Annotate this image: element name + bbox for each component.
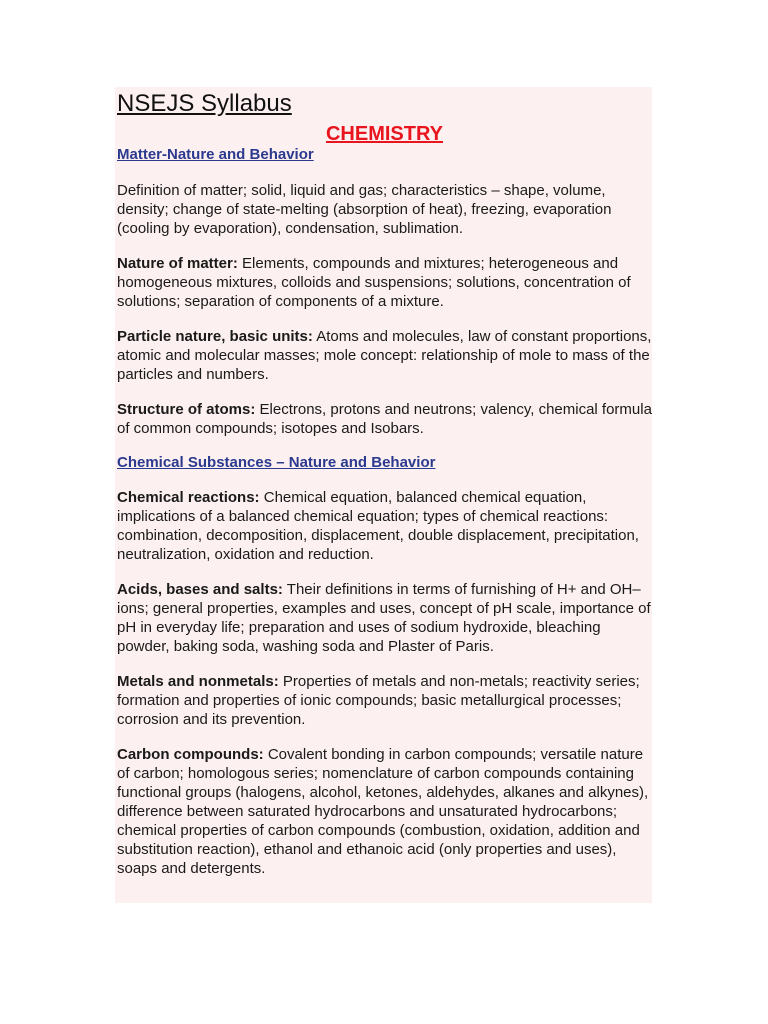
paragraph-metals-nonmetals bbox=[117, 672, 652, 729]
paragraph-structure-of-atoms bbox=[117, 400, 652, 438]
paragraph-text: Elements, compounds and mixtures; heterogeneous and homogeneous mixtures, colloids and suspensions; solutions, concentration of solutions; separation of components of a mixture. bbox=[117, 255, 631, 310]
paragraph-label: Nature of matter: bbox=[117, 255, 238, 272]
paragraph-text: Atoms and molecules, law of constant proportions, atomic and molecular masses; mole concept: relationship of mole to mass of the particles and numbers. bbox=[117, 328, 652, 383]
paragraph-text: Electrons, protons and neutrons; valency, chemical formula of common compounds; isotopes and Isobars. bbox=[117, 401, 652, 437]
paragraph-label: Carbon compounds: bbox=[117, 746, 264, 763]
paragraph-label: Acids, bases and salts: bbox=[117, 581, 283, 598]
paragraph-text: Definition of matter; solid, liquid and gas; characteristics – shape, volume, density; change of state-melting (absorption of heat), freezing, evaporation (cooling by evaporation), condensation, sublimation. bbox=[117, 182, 612, 237]
paragraph-label: Particle nature, basic units: bbox=[117, 328, 313, 345]
section-heading-chemical-substances: Chemical Substances – Nature and Behavior bbox=[117, 454, 436, 471]
paragraph-chemical-reactions bbox=[117, 488, 652, 564]
paragraph-definition-of-matter bbox=[117, 181, 652, 238]
paragraph-text: Properties of metals and non-metals; reactivity series; formation and properties of ionic compounds; basic metallurgical processes; corrosion and its prevention. bbox=[117, 673, 640, 728]
section-heading-matter: Matter-Nature and Behavior bbox=[117, 146, 314, 163]
paragraph-text: Covalent bonding in carbon compounds; versatile nature of carbon; homologous series; nomenclature of carbon compounds containing functional groups (halogens, alcohol, ketones, aldehydes, alkanes and alkynes), difference between saturated hydrocarbons and unsaturated hydrocarbons; chemical properties of carbon compounds (combustion, oxidation, addition and substitution reaction), ethanol and ethanoic acid (only properties and uses), soaps and detergents. bbox=[117, 746, 649, 877]
paragraph-label: Structure of atoms: bbox=[117, 401, 256, 418]
paragraph-carbon-compounds bbox=[117, 745, 652, 878]
paragraph-label: Metals and nonmetals: bbox=[117, 673, 279, 690]
document-content bbox=[117, 87, 652, 878]
paragraph-text: Chemical equation, balanced chemical equation, implications of a balanced chemical equation; types of chemical reactions: combination, decomposition, displacement, double displacement, precipitation, neutralization, oxidation and reduction. bbox=[117, 489, 639, 563]
paragraph-nature-of-matter bbox=[117, 254, 652, 311]
paragraph-label: Chemical reactions: bbox=[117, 489, 260, 506]
paragraph-particle-nature bbox=[117, 327, 652, 384]
paragraph-text: Their definitions in terms of furnishing of H+ and OH– ions; general properties, examples and uses, concept of pH scale, importance of pH in everyday life; preparation and uses of sodium hydroxide, bleaching powder, baking soda, washing soda and Plaster of Paris. bbox=[117, 581, 651, 655]
subject-heading: CHEMISTRY bbox=[325, 123, 444, 145]
page-title: NSEJS Syllabus bbox=[117, 90, 292, 117]
paragraph-acids-bases-salts bbox=[117, 580, 652, 656]
